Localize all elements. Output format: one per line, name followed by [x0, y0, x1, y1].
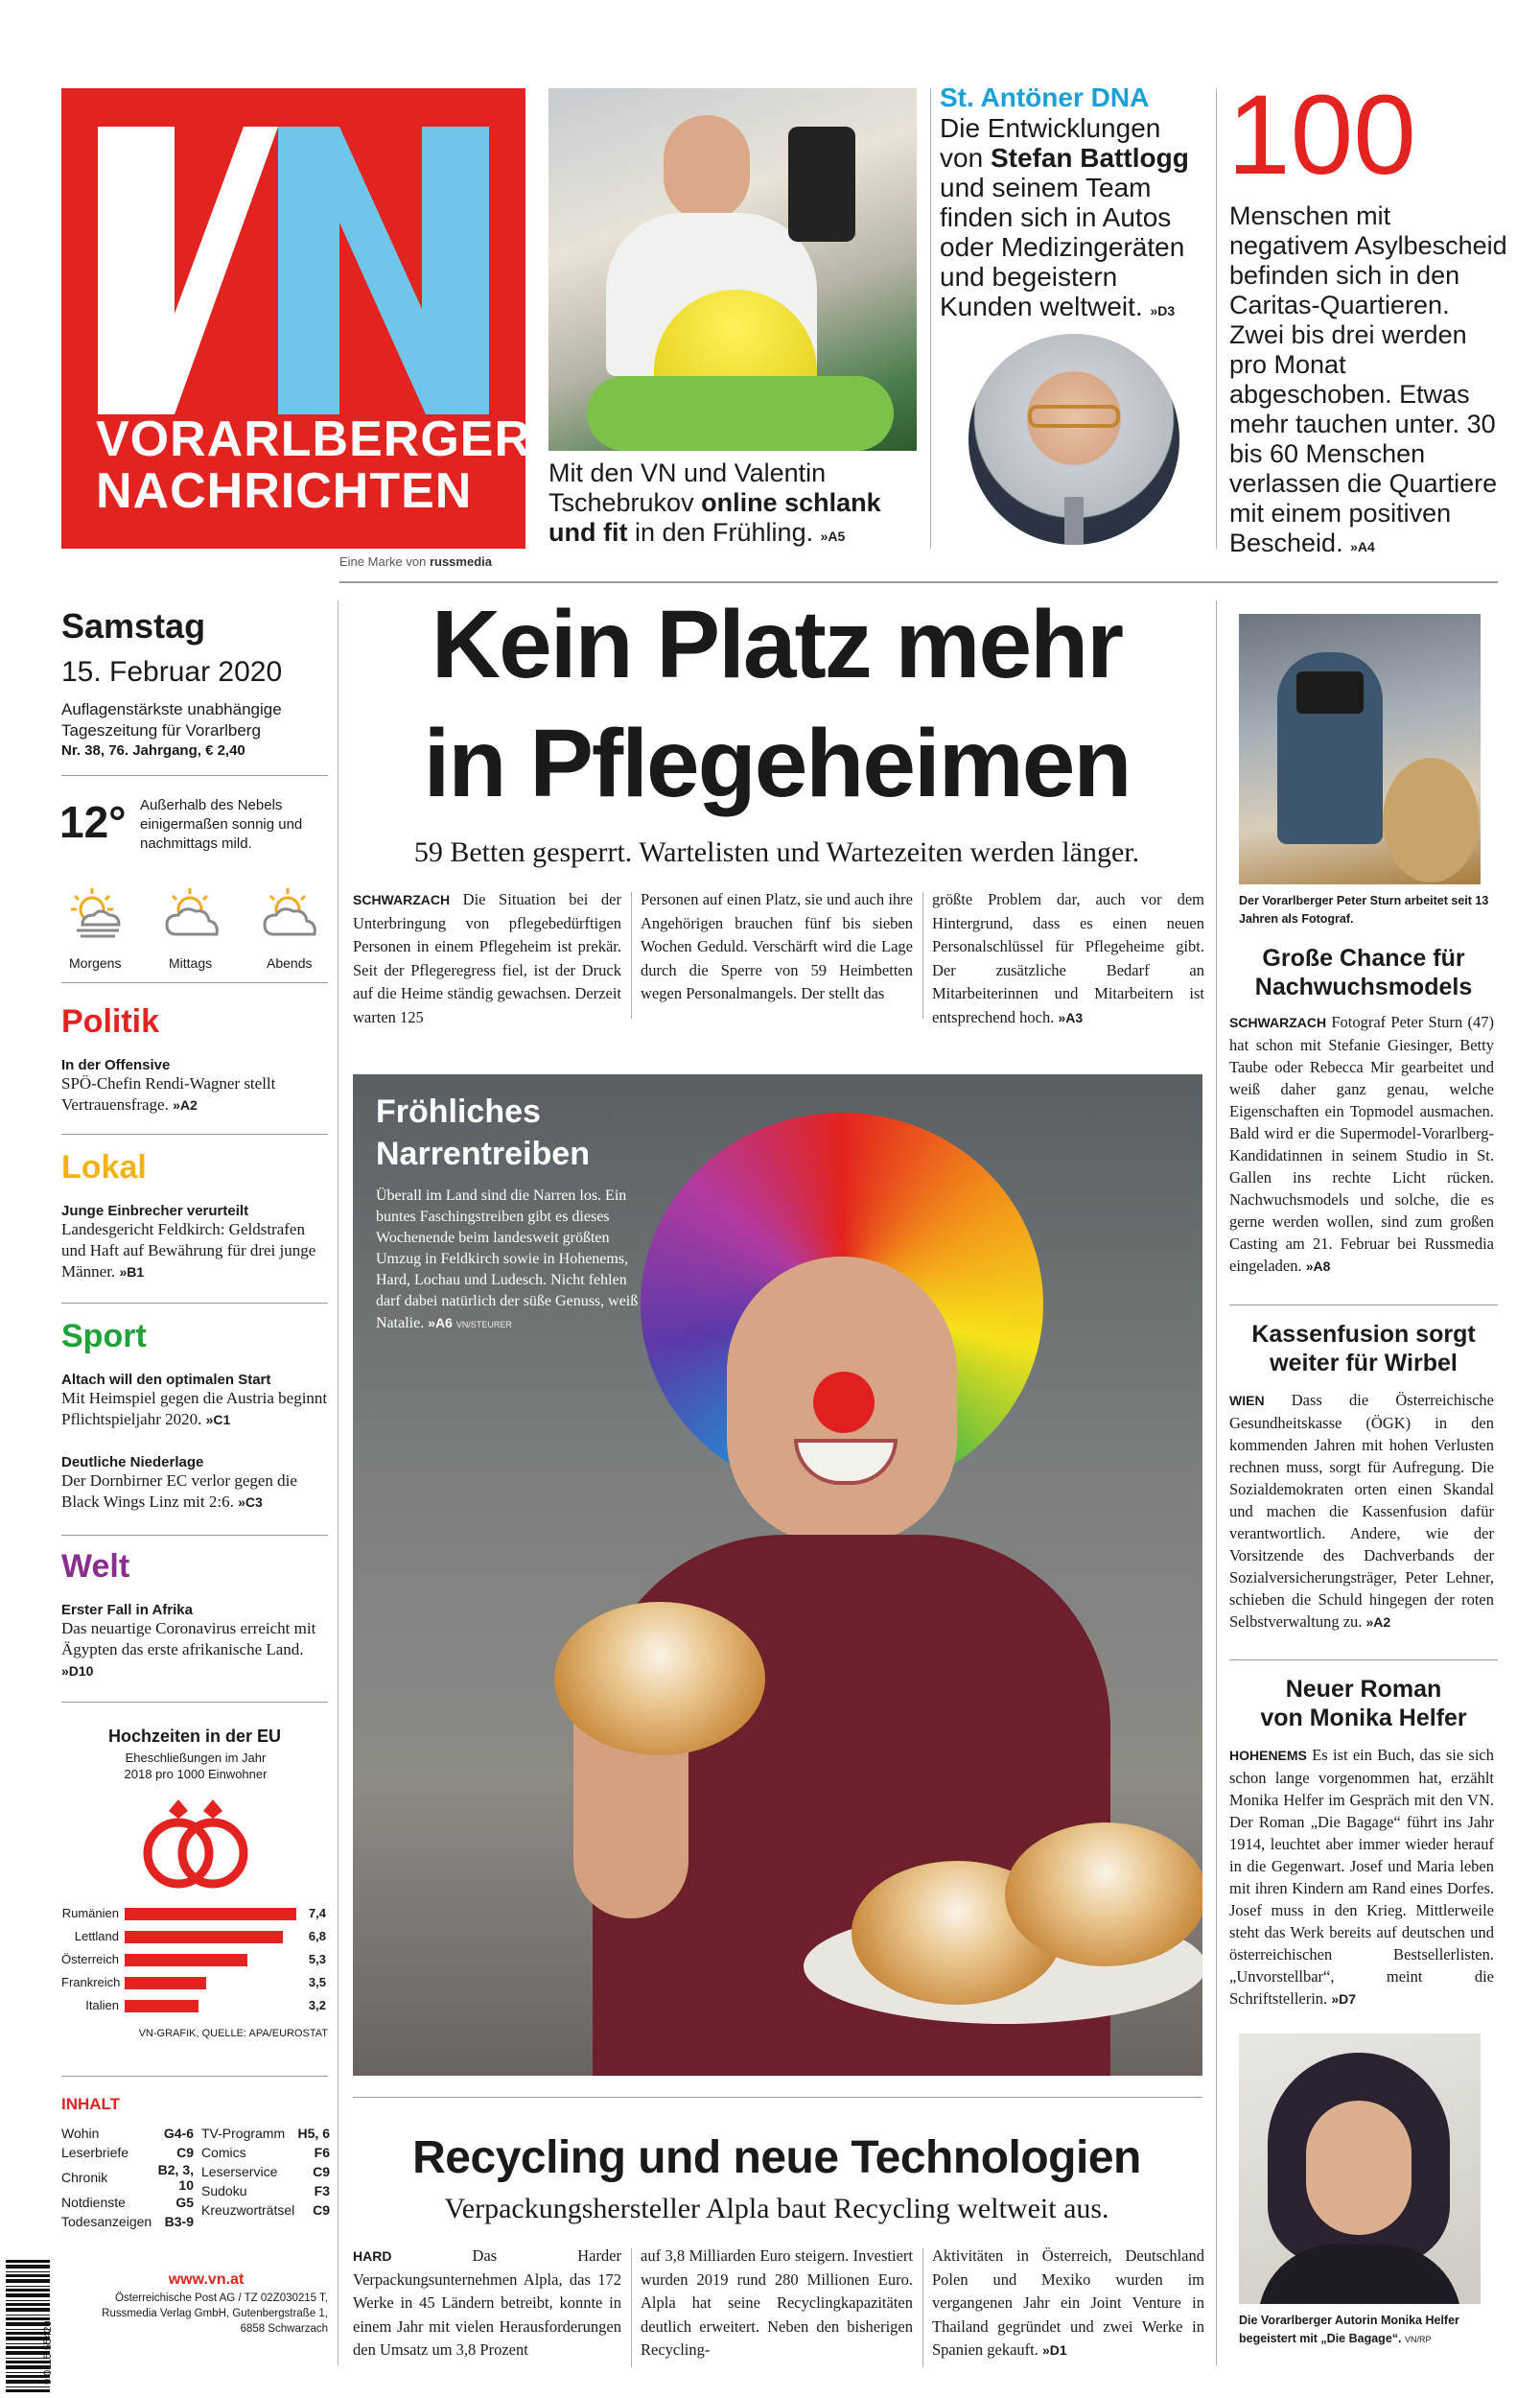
- barcode-number: 9 0115 55420: [42, 2320, 54, 2385]
- sun-cloud-icon: [63, 886, 130, 944]
- inhalt-page: B3-9: [164, 2214, 194, 2229]
- brand-note: [339, 554, 492, 569]
- main-col-3: [932, 888, 1204, 1029]
- dateline-issue: Nr. 38, 76. Jahrgang, € 2,40: [61, 742, 245, 759]
- story3-text: [1229, 1744, 1494, 2010]
- item-head: Altach will den optimalen Start: [61, 1372, 271, 1388]
- teaser-right-text[interactable]: [1229, 201, 1507, 562]
- chart-bar-row: [61, 1949, 326, 1970]
- item-body-text: Landesgericht Feldkirch: Geldstrafen und Haft auf Bewährung für drei junge Männer.: [61, 1220, 316, 1281]
- story3-headline2[interactable]: von Monika Helfer: [1260, 1704, 1467, 1731]
- dateline-weekday: Samstag: [61, 606, 206, 646]
- glasses-shape: [1028, 405, 1120, 428]
- inhalt-row[interactable]: [61, 2212, 194, 2231]
- divider: [61, 1702, 328, 1703]
- main-dateline: SCHWARZACH: [353, 892, 451, 907]
- divider: [61, 982, 328, 983]
- main-subhead: 59 Betten gesperrt. Wartelisten und Wartezeiten werden länger.: [413, 836, 1140, 868]
- masthead-logo[interactable]: [61, 88, 532, 549]
- story3-body: Es ist ein Buch, das sie sich schon lange vorgenommen hat, erzählt Monika Helfer im Gespräch mit den VN. Der Roman „Die Bagage“ führt ins Jahr 1914, leuchtet aber immer wieder herauf in die Gegenwart. Josef und Maria leben mit ihren Kindern am Rand eines Dorfes. Josef muss in den Krieg. Mittlerweile steht das Werk bereits auf deutschen und österreichischen Bestsellerlisten. „Unvorstellbar“, meint die Schriftstellerin.: [1229, 1746, 1495, 2008]
- bottom-col-1: [353, 2245, 621, 2363]
- story1-dateline: SCHWARZACH: [1229, 1015, 1327, 1030]
- sun-cloud-icon: [161, 886, 228, 944]
- item-body: [61, 1073, 330, 1116]
- inhalt-page: H5, 6: [297, 2126, 330, 2141]
- dateline-tagline2: Tageszeitung für Vorarlberg: [61, 721, 261, 740]
- teaser-mid-kicker: St. Antöner DNA: [940, 82, 1150, 112]
- bottom-dateline: HARD: [353, 2248, 392, 2264]
- teaser-photo-fitness: [548, 88, 917, 451]
- inhalt-name: Leserservice: [201, 2164, 278, 2179]
- weather-period-evening: Abends: [267, 955, 313, 971]
- teaser-right-body: Menschen mit negativem Asylbescheid befinden sich in den Caritas-Quartieren. Zwei bis drei werden pro Monat abgeschoben. Etwas mehr tauchen unter. 30 bis 60 Menschen verlassen die Quartiere mit einem positiven Bescheid.: [1229, 201, 1507, 557]
- masthead-name-line1: VORARLBERGER: [96, 411, 532, 467]
- item-ref[interactable]: »D10: [61, 1663, 94, 1679]
- main-col1-text: Die Situation bei der Unterbringung von pflegebedürftigen Personen in einem Pflegeheim ist prekär. Seit der Pflegeregress fiel, ist der Druck auf die Heime ständig gewachsen. Derzeit warten 125: [353, 890, 621, 1026]
- teaser-mid-bold: Stefan Battlogg: [990, 143, 1189, 173]
- chart-tick-label: Rumänien: [61, 1906, 119, 1920]
- brand-name: russmedia: [429, 554, 492, 569]
- inhalt-left-table: [61, 2124, 194, 2231]
- photo-story-title1: Fröhliches: [376, 1093, 541, 1130]
- inhalt-name: Chronik: [61, 2170, 108, 2185]
- inhalt-page: G4-6: [163, 2126, 194, 2141]
- inhalt-title: INHALT: [61, 2095, 121, 2113]
- weather-period-morning: Morgens: [69, 955, 122, 971]
- krapfen-held-shape: [554, 1602, 765, 1755]
- section-item[interactable]: [61, 1372, 332, 1430]
- chart-data-label: 7,4: [308, 1906, 326, 1920]
- item-body: [61, 1618, 332, 1681]
- main-col-1: [353, 888, 621, 1029]
- item-ref[interactable]: »C1: [205, 1412, 231, 1427]
- imprint-url[interactable]: www.vn.at: [168, 2271, 245, 2288]
- chart-bar-row: [61, 1926, 326, 1947]
- story3-ref[interactable]: »D7: [1331, 1991, 1356, 2007]
- krapfen-plate-shape-2: [1005, 1822, 1202, 1966]
- photo-story-ref[interactable]: »A6: [428, 1315, 453, 1330]
- item-head: Junge Einbrecher verurteilt: [61, 1203, 249, 1219]
- inhalt-page: F6: [314, 2145, 330, 2160]
- divider: [922, 2248, 923, 2367]
- bottom-col2-text: auf 3,8 Milliarden Euro steigern. Investiert wurden 2019 rund 280 Millionen Euro. Alpla hat seine Recyclingkapazitäten deutlich erweitert. Neben den bisherigen Recycling-: [641, 2246, 913, 2359]
- chart-title: Hochzeiten in der EU: [107, 1727, 282, 1746]
- chart-subtitle: Eheschließungen im Jahr 2018 pro 1000 Einwohner: [124, 1751, 268, 1781]
- section-item[interactable]: [61, 1057, 330, 1116]
- inhalt-page: C9: [176, 2145, 194, 2160]
- bottom-col-3: [932, 2245, 1204, 2363]
- inhalt-row[interactable]: [201, 2124, 330, 2143]
- item-body-text: SPÖ-Chefin Rendi-Wagner stellt Vertrauensfrage.: [61, 1074, 276, 1114]
- inhalt-name: TV-Programm: [201, 2126, 286, 2141]
- imprint-line3: 6858 Schwarzach: [240, 2323, 328, 2335]
- chart-bar: [125, 1977, 206, 1989]
- chart-tick-label: Österreich: [61, 1952, 119, 1966]
- item-body: [61, 1470, 332, 1513]
- inhalt-name: Sudoku: [201, 2183, 247, 2198]
- item-head: Erster Fall in Afrika: [61, 1602, 193, 1618]
- item-body-text: Mit Heimspiel gegen die Austria beginnt Pflichtspieljahr 2020.: [61, 1389, 328, 1428]
- chart-data-label: 3,2: [308, 1998, 326, 2012]
- bottom-col-2: [641, 2245, 913, 2363]
- divider: [61, 775, 328, 776]
- bottom-ref[interactable]: »D1: [1042, 2342, 1067, 2358]
- brand-note-text: Eine Marke von: [339, 554, 427, 569]
- portrait-battlogg: [968, 334, 1179, 545]
- chart-bar: [125, 1931, 283, 1943]
- masthead-rule: [339, 581, 1498, 583]
- chart-data-label: 5,3: [308, 1952, 326, 1966]
- chart-bar-row: [61, 1995, 326, 2016]
- story2-ref[interactable]: »A2: [1365, 1614, 1391, 1630]
- item-body: [61, 1388, 332, 1430]
- teaser-left-pre: Mit den VN und Valentin Tschebrukov: [548, 458, 827, 517]
- inhalt-page: G5: [175, 2195, 194, 2210]
- item-ref[interactable]: »C3: [238, 1494, 263, 1510]
- teaser-left-post: in den Frühling.: [627, 518, 814, 547]
- weather-desc: Außerhalb des Nebels einigermaßen sonnig und nachmittags mild.: [140, 797, 303, 852]
- divider: [61, 1535, 328, 1536]
- story2-body: Dass die Österreichische Gesundheitskasse (ÖGK) in den kommenden Jahren mit hohen Verlusten rechnen muss, sorgt für Aufregung. Die Sozialdemokraten orten einen Skandal und machen die Kassenfusion dafür verantwortlich. Andere, wie der Vorsitzende des Dachverbands der Sozialversicherungsträger, Peter Lehner, schieben die Schuld hingegen der roten Selbstverwaltung zu.: [1229, 1391, 1495, 1631]
- main-col3-text: größte Problem dar, auch vor dem Hintergrund, dass es einen neuen Personalschlüssel für Pflegeheime gibt. Der zusätzliche Bedarf an Mitarbeiterinnen und Mitarbeitern ist entsprechend hoch.: [932, 890, 1204, 1026]
- section-item[interactable]: [61, 1203, 332, 1282]
- story3-headline1[interactable]: Neuer Roman: [1285, 1676, 1442, 1703]
- tie-shape: [1064, 497, 1084, 545]
- imprint-line1: Österreichische Post AG / TZ 02Z030215 T,: [114, 2292, 328, 2304]
- story3-dateline: HOHENEMS: [1229, 1748, 1307, 1763]
- section-title-sport[interactable]: Sport: [61, 1318, 147, 1354]
- item-head: Deutliche Niederlage: [61, 1454, 204, 1470]
- item-ref[interactable]: »A2: [173, 1097, 198, 1113]
- phone-shape: [788, 127, 855, 242]
- inhalt-row[interactable]: [61, 2143, 194, 2162]
- photo-story-text: [376, 1186, 641, 1335]
- teaser-mid-pre: Die Entwicklungen von: [940, 113, 1161, 173]
- photo1-caption: Der Vorarlberger Peter Sturn arbeitet seit 13 Jahren als Fotograf.: [1239, 894, 1489, 926]
- photo2-caption-text: Die Vorarlberger Autorin Monika Helfer begeistert mit „Die Bagage“.: [1239, 2314, 1459, 2345]
- teaser-left-text[interactable]: [548, 458, 922, 552]
- divider: [61, 1303, 328, 1304]
- story1-ref[interactable]: »A8: [1305, 1258, 1331, 1274]
- inhalt-right-table: [201, 2124, 330, 2220]
- divider: [353, 2097, 1202, 2098]
- dateline-tagline1: Auflagenstärkste unabhängige: [61, 700, 282, 718]
- weather-period-noon: Mittags: [169, 955, 213, 971]
- section-item[interactable]: [61, 1602, 332, 1681]
- main-headline-line1[interactable]: Kein Platz mehr: [431, 591, 1123, 698]
- vn-logo-icon: [61, 88, 525, 414]
- chart-bar: [125, 1954, 247, 1966]
- inhalt-name: Comics: [201, 2145, 246, 2160]
- plant-shape: [1383, 758, 1479, 882]
- story1-headline1[interactable]: Große Chance für: [1262, 945, 1465, 972]
- teaser-left-ref[interactable]: »A5: [820, 529, 846, 544]
- story1-headline2[interactable]: Nachwuchsmodels: [1254, 974, 1473, 1000]
- chart-tick-label: Lettland: [74, 1929, 119, 1943]
- bottom-headline[interactable]: Recycling und neue Technologien: [412, 2132, 1141, 2183]
- face-shape: [1306, 2101, 1412, 2235]
- dateline-date: 15. Februar 2020: [61, 656, 283, 688]
- divider: [1216, 600, 1217, 2365]
- inhalt-row[interactable]: [201, 2162, 330, 2181]
- story2-text: [1229, 1389, 1494, 1634]
- section-item[interactable]: [61, 1454, 332, 1513]
- main-col-2: [641, 888, 913, 1006]
- bottom-col3-text: Aktivitäten in Österreich, Deutschland Polen und Mexiko wurden im vergangenen Jahr ein Joint Venture in Thailand gegründet und zwei Werke in Spanien gekauft.: [932, 2246, 1204, 2359]
- chart-bar: [125, 1908, 296, 1920]
- inhalt-row[interactable]: [61, 2193, 194, 2212]
- bottom-col1-text: Das Harder Verpackungsunternehmen Alpla, das 172 Werke in 45 Ländern betreibt, konnte in einem Jahr mit vielen Herausforderungen den Umsatz um 3,8 Prozent: [353, 2246, 622, 2359]
- teaser-mid-ref[interactable]: »D3: [1150, 303, 1176, 318]
- story2-headline2[interactable]: weiter für Wirbel: [1270, 1350, 1458, 1376]
- photo-monika-helfer: [1239, 2034, 1481, 2304]
- divider: [631, 2248, 632, 2367]
- chart-source: VN-GRAFIK, QUELLE: APA/EUROSTAT: [138, 2028, 328, 2039]
- photo-story-title2: Narrentreiben: [376, 1136, 590, 1172]
- section-title-welt[interactable]: Welt: [61, 1548, 130, 1585]
- item-body-text: Der Dornbirner EC verlor gegen die Black Wings Linz mit 2:6.: [61, 1471, 297, 1511]
- chart-bar: [125, 2000, 198, 2012]
- main-headline-line2[interactable]: in Pflegeheimen: [423, 710, 1131, 817]
- inhalt-row[interactable]: [61, 2162, 194, 2193]
- weather-temp: 12°: [59, 797, 127, 847]
- inhalt-page: C9: [313, 2202, 330, 2218]
- story2-headline1[interactable]: Kassenfusion sorgt: [1251, 1321, 1476, 1348]
- story1-text: [1229, 1011, 1494, 1278]
- chart-data-label: 6,8: [308, 1929, 326, 1943]
- divider: [1216, 88, 1217, 549]
- main-col2-text: Personen auf einen Platz, sie und auch ihre Angehörigen brauchen fünf bis sieben Wochen Geduld. Verschärft wird die Lage durch die Sperre von 59 Heimbetten wegen Personalmangels. Der stellt das: [641, 890, 913, 1002]
- inhalt-name: Notdienste: [61, 2195, 126, 2210]
- inhalt-row[interactable]: [201, 2143, 330, 2162]
- item-body-text: Das neuartige Coronavirus erreicht mit Ägypten das erste afrikanische Land.: [61, 1619, 316, 1658]
- chart-data-label: 3,5: [308, 1975, 326, 1989]
- shoulder-shape: [1258, 2245, 1461, 2304]
- item-head: In der Offensive: [61, 1057, 171, 1073]
- divider: [631, 892, 632, 1019]
- clown-nose-shape: [813, 1372, 875, 1433]
- inhalt-row[interactable]: [201, 2181, 330, 2200]
- chart-tick-label: Frankreich: [61, 1975, 121, 1989]
- chart-tick-label: Italien: [85, 1998, 119, 2012]
- story1-body: Fotograf Peter Sturn (47) hat schon mit Stefanie Giesinger, Betty Taube oder Rebecca Mir gearbeitet und weiß daher ganz genau, welche Eigenschaften ein Topmodel ausmachen. Bald wird er die Supermodel-Vorarlberg-Kandidatinnen in seinem Studio in St. Gallen ins rechte Licht rücken. Nachwuchsmodels und solche, die es gerne werden wollen, sind zum großen Casting am 21. Februar bei Russmedia eingeladen.: [1229, 1013, 1494, 1275]
- imprint-line2: Russmedia Verlag GmbH, Gutenbergstraße 1,: [102, 2308, 328, 2319]
- item-body: [61, 1219, 332, 1282]
- teaser-mid-post: und seinem Team finden sich in Autos oder Medizingeräten und begeistern Kunden weltweit.: [940, 173, 1185, 321]
- inhalt-name: Kreuzworträtsel: [201, 2202, 295, 2218]
- teaser-mid-text[interactable]: [940, 113, 1189, 326]
- bottom-subhead: Verpackungshersteller Alpla baut Recycling weltweit aus.: [444, 2193, 1109, 2224]
- divider: [922, 892, 923, 1019]
- divider: [930, 88, 931, 549]
- photo-photographer: [1239, 614, 1481, 884]
- inhalt-page: F3: [314, 2183, 330, 2198]
- inhalt-name: Wohin: [61, 2126, 100, 2141]
- teaser-right-ref[interactable]: »A4: [1350, 539, 1375, 554]
- section-title-lokal[interactable]: Lokal: [61, 1149, 147, 1186]
- inhalt-row[interactable]: [61, 2124, 194, 2143]
- inhalt-name: Todesanzeigen: [61, 2214, 152, 2229]
- teaser-left-bold: online schlank und fit: [548, 488, 881, 547]
- teaser-right-number: 100: [1227, 72, 1416, 199]
- inhalt-name: Leserbriefe: [61, 2145, 129, 2160]
- story2-dateline: WIEN: [1229, 1393, 1265, 1408]
- section-title-politik[interactable]: Politik: [61, 1003, 160, 1040]
- item-ref[interactable]: »B1: [119, 1264, 145, 1280]
- divider: [1229, 1659, 1498, 1660]
- chart-bar-row: [61, 1972, 326, 1993]
- green-mat-shape: [587, 376, 894, 451]
- masthead-name-line2: NACHRICHTEN: [96, 463, 473, 519]
- photo-story-credit: VN/STEURER: [455, 1320, 512, 1329]
- camera-shape: [1296, 671, 1364, 714]
- chart-bar-row: [61, 1903, 326, 1924]
- divider: [61, 2076, 328, 2077]
- main-ref[interactable]: »A3: [1058, 1009, 1084, 1025]
- inhalt-row[interactable]: [201, 2200, 330, 2220]
- sun-cloud-icon: [259, 886, 326, 944]
- inhalt-page: C9: [313, 2164, 330, 2179]
- photo2-credit: VN/RP: [1404, 2335, 1432, 2344]
- photo2-caption: [1239, 2312, 1490, 2349]
- divider: [61, 1134, 328, 1135]
- person-head-shape: [664, 115, 750, 221]
- inhalt-page: B2, 3, 10: [157, 2162, 194, 2193]
- rings-icon: [136, 1790, 255, 1895]
- photo-story-body: Überall im Land sind die Narren los. Ein buntes Faschingstreiben gibt es dieses Wochenende beim landesweit größten Umzug in Feldkirch sowie in Hohenems, Hard, Lochau und Ludesch. Nicht fehlen darf dabei natürlich der süße Genuss, weiß Natalie.: [376, 1187, 639, 1331]
